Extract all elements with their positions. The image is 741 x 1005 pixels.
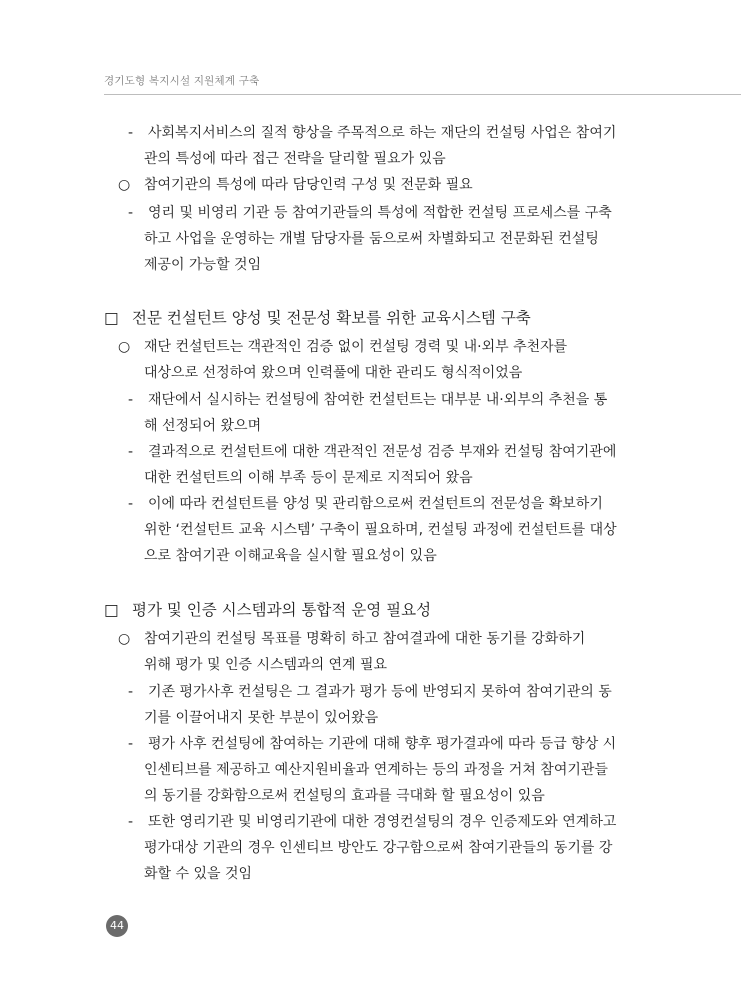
continuation-line: 관의 특성에 따라 접근 전략을 달리할 필요가 있음 [144,151,446,167]
continuation-line: 대한 컨설턴트의 이해 부족 등이 문제로 지적되어 왔음 [144,470,473,486]
box-marker: □ [104,309,119,327]
bullet-circle-line: ○ 재단 컨설턴트는 객관적인 검증 없이 컨설팅 경력 및 내·외부 추천자를 [118,339,568,355]
circle-marker: ○ [118,177,131,193]
bullet-dash-line: - 기존 평가사후 컨설팅은 그 결과가 평가 등에 반영되지 못하여 참여기관의 동 [128,684,612,700]
bullet-circle-line: ○ 참여기관의 특성에 따라 담당인력 구성 및 전문화 필요 [118,177,473,193]
running-header: 경기도형 복지시설 지원체계 구축 [104,75,260,87]
section-heading: □ 평가 및 인증 시스템과의 통합적 운영 필요성 [104,601,432,619]
bullet-dash-line: - 평가 사후 컨설팅에 참여하는 기관에 대해 향후 평가결과에 따라 등급 향상 시 [128,736,617,752]
continuation-line: 위해 평가 및 인증 시스템과의 연계 필요 [144,657,388,673]
continuation-line: 의 동기를 강화함으로써 컨설팅의 효과를 극대화 할 필요성이 있음 [144,788,545,804]
header-rule [104,94,741,95]
box-marker: □ [104,601,119,619]
dash-marker: - [128,205,134,221]
continuation-line: 평가대상 기관의 경우 인센티브 방안도 강구함으로써 참여기관들의 동기를 강 [144,840,613,856]
dash-marker: - [128,684,134,700]
bullet-dash-line: - 이에 따라 컨설턴트를 양성 및 관리함으로써 컨설턴트의 전문성을 확보하기 [128,496,603,512]
dash-marker: - [128,444,134,460]
continuation-line: 위한 ‘컨설턴트 교육 시스템’ 구축이 필요하며, 컨설팅 과정에 컨설턴트를 대상 [144,522,617,538]
continuation-line: 인센티브를 제공하고 예산지원비율과 연계하는 등의 과정을 거쳐 참여기관들 [144,762,608,778]
continuation-line: 하고 사업을 운영하는 개별 담당자를 둠으로써 차별화되고 전문화된 컨설팅 [144,231,599,247]
dash-marker: - [128,392,134,408]
circle-marker: ○ [118,631,131,647]
dash-marker: - [128,736,134,752]
dash-marker: - [128,814,134,830]
bullet-circle-line: ○ 참여기관의 컨설팅 목표를 명확히 하고 참여결과에 대한 동기를 강화하기 [118,631,586,647]
continuation-line: 해 선정되어 왔으며 [144,418,262,434]
continuation-line: 제공이 가능할 것임 [144,257,262,273]
bullet-dash-line: - 또한 영리기관 및 비영리기관에 대한 경영컨설팅의 경우 인증제도와 연계하고 [128,814,617,830]
continuation-line: 화할 수 있을 것임 [144,866,253,882]
dash-marker: - [128,496,134,512]
continuation-line: 대상으로 선정하여 왔으며 인력풀에 대한 관리도 형식적이었음 [144,365,523,381]
section-heading: □ 전문 컨설턴트 양성 및 전문성 확보를 위한 교육시스템 구축 [104,309,531,327]
bullet-dash-line: - 영리 및 비영리 기관 등 참여기관들의 특성에 적합한 컨설팅 프로세스를 구축 [128,205,612,221]
continuation-line: 으로 참여기관 이해교육을 실시할 필요성이 있음 [144,548,437,564]
bullet-dash-line: - 재단에서 실시하는 컨설팅에 참여한 컨설턴트는 대부분 내·외부의 추천을 통 [128,392,608,408]
dash-marker: - [128,125,134,141]
bullet-dash-line: - 사회복지서비스의 질적 향상을 주목적으로 하는 재단의 컨설팅 사업은 참여기 [128,125,617,141]
continuation-line: 기를 이끌어내지 못한 부분이 있어왔음 [144,710,379,726]
circle-marker: ○ [118,339,131,355]
bullet-dash-line: - 결과적으로 컨설턴트에 대한 객관적인 전문성 검증 부재와 컨설팅 참여기관에 [128,444,617,460]
page-number-badge: 44 [106,915,128,937]
